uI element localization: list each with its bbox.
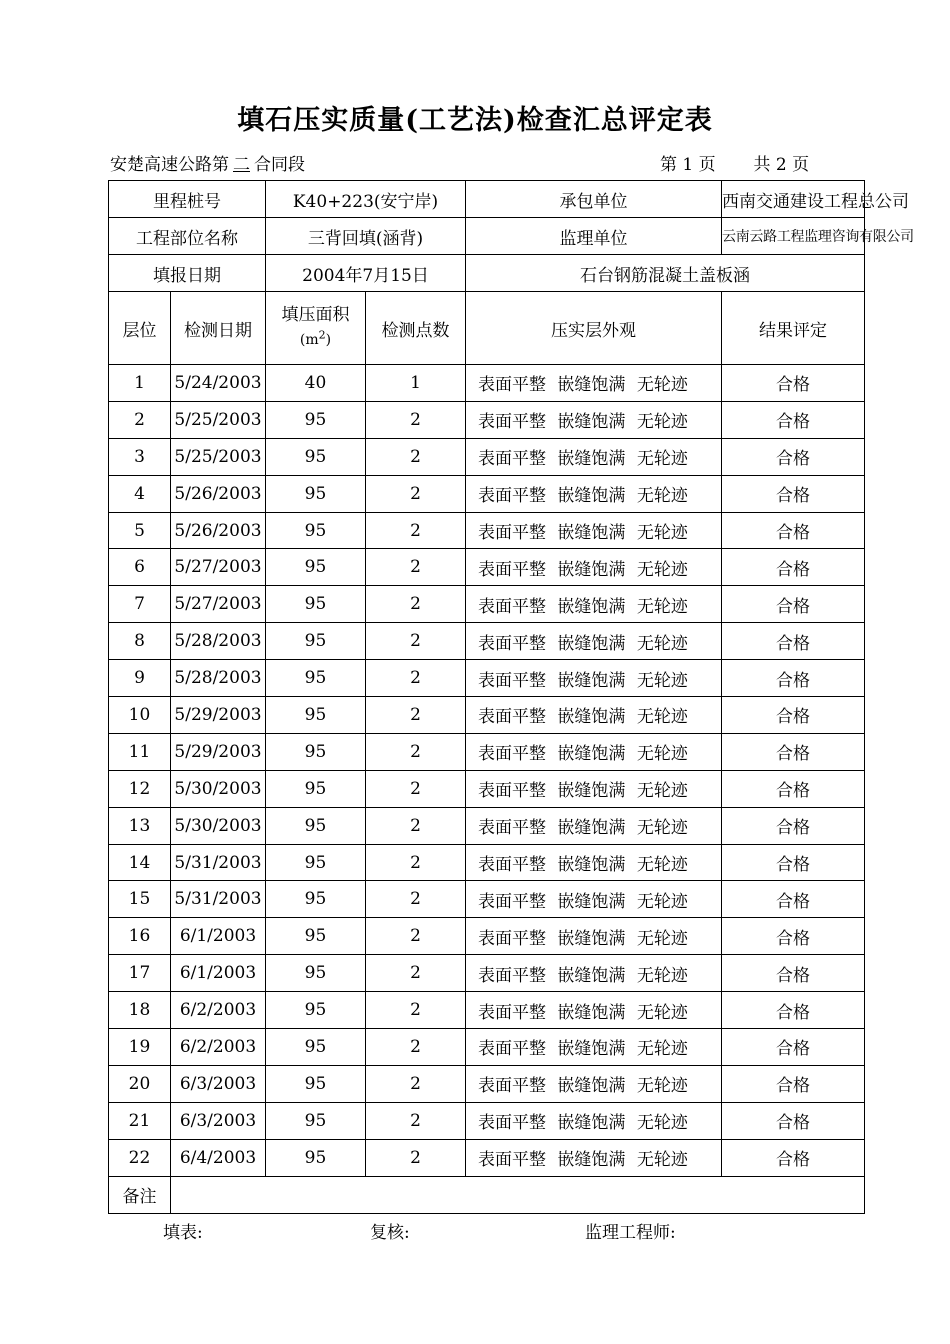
cell-layer: 19 — [109, 1029, 171, 1066]
cell-test-date: 5/27/2003 — [171, 586, 266, 623]
remarks-value — [171, 1176, 865, 1213]
cell-test-date: 6/3/2003 — [171, 1065, 266, 1102]
cell-layer: 12 — [109, 770, 171, 807]
cell-test-date: 6/2/2003 — [171, 992, 266, 1029]
cell-result: 合格 — [722, 660, 865, 697]
cell-appearance: 表面平整 嵌缝饱满 无轮迹 — [466, 1139, 722, 1176]
cell-points: 2 — [366, 549, 466, 586]
cell-layer: 2 — [109, 401, 171, 438]
cell-points: 2 — [366, 697, 466, 734]
part-label: 工程部位名称 — [109, 218, 266, 255]
table-row — [109, 1139, 865, 1176]
cell-appearance: 表面平整 嵌缝饱满 无轮迹 — [466, 401, 722, 438]
cell-layer: 4 — [109, 475, 171, 512]
cell-area: 95 — [266, 1029, 366, 1066]
supervisor-label-text: 监理单位 — [559, 228, 628, 249]
cell-points: 2 — [366, 438, 466, 475]
cell-area: 95 — [266, 844, 366, 881]
cell-appearance: 表面平整 嵌缝饱满 无轮迹 — [466, 549, 722, 586]
cell-layer: 15 — [109, 881, 171, 918]
cell-result: 合格 — [722, 770, 865, 807]
page-indicator: 第 1 页 共 2 页 — [660, 155, 810, 175]
cell-appearance: 表面平整 嵌缝饱满 无轮迹 — [466, 586, 722, 623]
cell-appearance: 表面平整 嵌缝饱满 无轮迹 — [466, 992, 722, 1029]
col-area-title: 填压面积 — [281, 305, 350, 326]
cell-test-date: 5/30/2003 — [171, 770, 266, 807]
cell-layer: 20 — [109, 1065, 171, 1102]
cell-test-date: 5/31/2003 — [171, 881, 266, 918]
supervisor-label — [466, 218, 722, 255]
filler-label: 填表: — [163, 1223, 203, 1243]
cell-layer: 17 — [109, 955, 171, 992]
table-row — [109, 586, 865, 623]
signature-line — [0, 1218, 950, 1242]
table-row — [109, 401, 865, 438]
cell-result: 合格 — [722, 992, 865, 1029]
cell-area: 95 — [266, 697, 366, 734]
info-row-part — [109, 218, 865, 255]
cell-layer: 3 — [109, 438, 171, 475]
engineer-label: 监理工程师: — [585, 1223, 676, 1243]
cell-points: 2 — [366, 623, 466, 660]
table-row — [109, 770, 865, 807]
table-row — [109, 807, 865, 844]
table-row — [109, 697, 865, 734]
table-row — [109, 623, 865, 660]
cell-test-date: 5/27/2003 — [171, 549, 266, 586]
cell-layer: 5 — [109, 512, 171, 549]
cell-layer: 14 — [109, 844, 171, 881]
cell-result: 合格 — [722, 586, 865, 623]
col-test-date: 检测日期 — [171, 292, 266, 365]
contractor-label-text: 承包单位 — [559, 191, 628, 212]
page-title: 填石压实质量(工艺法)检查汇总评定表 — [237, 105, 713, 136]
cell-appearance: 表面平整 嵌缝饱满 无轮迹 — [466, 807, 722, 844]
cell-appearance: 表面平整 嵌缝饱满 无轮迹 — [466, 1102, 722, 1139]
cell-points: 2 — [366, 733, 466, 770]
cell-points: 2 — [366, 1029, 466, 1066]
cell-appearance: 表面平整 嵌缝饱满 无轮迹 — [466, 918, 722, 955]
cell-points: 2 — [366, 918, 466, 955]
cell-area: 95 — [266, 807, 366, 844]
cell-layer: 21 — [109, 1102, 171, 1139]
table-row — [109, 1102, 865, 1139]
table-row — [109, 733, 865, 770]
table-row — [109, 549, 865, 586]
structure-value: 石台钢筋混凝土盖板涵 — [466, 255, 865, 292]
inspection-summary-table — [108, 180, 914, 1214]
cell-points: 2 — [366, 475, 466, 512]
cell-result: 合格 — [722, 918, 865, 955]
cell-points: 2 — [366, 955, 466, 992]
cell-appearance: 表面平整 嵌缝饱满 无轮迹 — [466, 733, 722, 770]
col-area — [266, 292, 366, 365]
col-layer: 层位 — [109, 292, 171, 365]
cell-result: 合格 — [722, 733, 865, 770]
cell-appearance: 表面平整 嵌缝饱满 无轮迹 — [466, 438, 722, 475]
cell-result: 合格 — [722, 807, 865, 844]
cell-appearance: 表面平整 嵌缝饱满 无轮迹 — [466, 955, 722, 992]
cell-test-date: 5/24/2003 — [171, 365, 266, 402]
cell-result: 合格 — [722, 549, 865, 586]
table-row — [109, 660, 865, 697]
info-row-mileage — [109, 181, 865, 218]
cell-layer: 16 — [109, 918, 171, 955]
cell-result: 合格 — [722, 1029, 865, 1066]
reviewer-label: 复核: — [370, 1223, 410, 1243]
cell-points: 2 — [366, 844, 466, 881]
cell-area: 95 — [266, 401, 366, 438]
table-row — [109, 475, 865, 512]
cell-result: 合格 — [722, 881, 865, 918]
part-value: 三背回填(涵背) — [266, 218, 466, 255]
supervisor-value: 云南云路工程监理咨询有限公司 — [722, 218, 865, 255]
cell-test-date: 6/2/2003 — [171, 1029, 266, 1066]
cell-result: 合格 — [722, 401, 865, 438]
cell-area: 95 — [266, 438, 366, 475]
cell-appearance: 表面平整 嵌缝饱满 无轮迹 — [466, 365, 722, 402]
table-row — [109, 844, 865, 881]
cell-appearance: 表面平整 嵌缝饱满 无轮迹 — [466, 1065, 722, 1102]
cell-points: 2 — [366, 512, 466, 549]
cell-result: 合格 — [722, 844, 865, 881]
col-result: 结果评定 — [722, 292, 865, 365]
cell-result: 合格 — [722, 512, 865, 549]
cell-test-date: 5/28/2003 — [171, 660, 266, 697]
column-header-row — [109, 292, 865, 365]
cell-test-date: 6/3/2003 — [171, 1102, 266, 1139]
cell-points: 2 — [366, 881, 466, 918]
cell-points: 2 — [366, 586, 466, 623]
cell-appearance: 表面平整 嵌缝饱满 无轮迹 — [466, 475, 722, 512]
cell-test-date: 6/1/2003 — [171, 955, 266, 992]
cell-points: 2 — [366, 1139, 466, 1176]
cell-area: 95 — [266, 1139, 366, 1176]
contractor-label — [466, 181, 722, 218]
cell-area: 95 — [266, 992, 366, 1029]
table-row — [109, 1029, 865, 1066]
cell-result: 合格 — [722, 438, 865, 475]
cell-appearance: 表面平整 嵌缝饱满 无轮迹 — [466, 881, 722, 918]
contractor-value: 西南交通建设工程总公司 — [722, 181, 865, 218]
cell-test-date: 5/31/2003 — [171, 844, 266, 881]
contract-suffix: 合同段 — [254, 155, 305, 175]
project-line — [110, 150, 850, 174]
cell-test-date: 6/1/2003 — [171, 918, 266, 955]
cell-area: 95 — [266, 549, 366, 586]
cell-layer: 22 — [109, 1139, 171, 1176]
cell-result: 合格 — [722, 1139, 865, 1176]
cell-points: 2 — [366, 992, 466, 1029]
cell-area: 95 — [266, 475, 366, 512]
col-points: 检测点数 — [366, 292, 466, 365]
cell-layer: 11 — [109, 733, 171, 770]
cell-result: 合格 — [722, 697, 865, 734]
cell-area: 95 — [266, 1102, 366, 1139]
cell-area: 95 — [266, 881, 366, 918]
cell-layer: 1 — [109, 365, 171, 402]
cell-appearance: 表面平整 嵌缝饱满 无轮迹 — [466, 1029, 722, 1066]
remarks-row — [109, 1176, 865, 1213]
cell-layer: 18 — [109, 992, 171, 1029]
mileage-label: 里程桩号 — [109, 181, 266, 218]
cell-test-date: 6/4/2003 — [171, 1139, 266, 1176]
cell-test-date: 5/29/2003 — [171, 733, 266, 770]
info-row-date — [109, 255, 865, 292]
cell-result: 合格 — [722, 623, 865, 660]
table-row — [109, 1065, 865, 1102]
cell-layer: 8 — [109, 623, 171, 660]
date-label: 填报日期 — [109, 255, 266, 292]
cell-test-date: 5/30/2003 — [171, 807, 266, 844]
contract-prefix: 安楚高速公路第 — [110, 155, 229, 175]
cell-area: 95 — [266, 623, 366, 660]
table-row — [109, 992, 865, 1029]
cell-layer: 10 — [109, 697, 171, 734]
cell-layer: 6 — [109, 549, 171, 586]
table-row — [109, 881, 865, 918]
cell-test-date: 5/26/2003 — [171, 475, 266, 512]
mileage-value: K40+223(安宁岸) — [266, 181, 466, 218]
col-area-unit: $(m^2)$ — [299, 328, 332, 348]
cell-points: 2 — [366, 1065, 466, 1102]
cell-points: 2 — [366, 770, 466, 807]
cell-area: 95 — [266, 733, 366, 770]
cell-points: 2 — [366, 1102, 466, 1139]
table-row — [109, 918, 865, 955]
cell-result: 合格 — [722, 475, 865, 512]
table-row — [109, 955, 865, 992]
cell-points: 2 — [366, 807, 466, 844]
cell-result: 合格 — [722, 365, 865, 402]
cell-layer: 9 — [109, 660, 171, 697]
cell-area: 95 — [266, 586, 366, 623]
cell-appearance: 表面平整 嵌缝饱满 无轮迹 — [466, 512, 722, 549]
cell-appearance: 表面平整 嵌缝饱满 无轮迹 — [466, 844, 722, 881]
cell-test-date: 5/29/2003 — [171, 697, 266, 734]
cell-layer: 13 — [109, 807, 171, 844]
contract-section — [110, 150, 305, 175]
cell-appearance: 表面平整 嵌缝饱满 无轮迹 — [466, 697, 722, 734]
cell-result: 合格 — [722, 1102, 865, 1139]
cell-area: 95 — [266, 1065, 366, 1102]
cell-test-date: 5/25/2003 — [171, 401, 266, 438]
cell-area: 95 — [266, 660, 366, 697]
date-value: 2004年7月15日 — [266, 255, 466, 292]
cell-appearance: 表面平整 嵌缝饱满 无轮迹 — [466, 770, 722, 807]
cell-area: 95 — [266, 955, 366, 992]
col-appearance: 压实层外观 — [466, 292, 722, 365]
cell-points: 2 — [366, 660, 466, 697]
contract-section-number: 二 — [233, 155, 250, 175]
cell-result: 合格 — [722, 955, 865, 992]
cell-result: 合格 — [722, 1065, 865, 1102]
remarks-label: 备注 — [109, 1176, 171, 1213]
table-row — [109, 438, 865, 475]
cell-test-date: 5/28/2003 — [171, 623, 266, 660]
cell-area: 40 — [266, 365, 366, 402]
cell-area: 95 — [266, 918, 366, 955]
cell-layer: 7 — [109, 586, 171, 623]
cell-appearance: 表面平整 嵌缝饱满 无轮迹 — [466, 660, 722, 697]
cell-points: 2 — [366, 401, 466, 438]
cell-test-date: 5/26/2003 — [171, 512, 266, 549]
cell-appearance: 表面平整 嵌缝饱满 无轮迹 — [466, 623, 722, 660]
cell-test-date: 5/25/2003 — [171, 438, 266, 475]
table-row — [109, 512, 865, 549]
cell-area: 95 — [266, 512, 366, 549]
cell-points: 1 — [366, 365, 466, 402]
cell-area: 95 — [266, 770, 366, 807]
table-row — [109, 365, 865, 402]
